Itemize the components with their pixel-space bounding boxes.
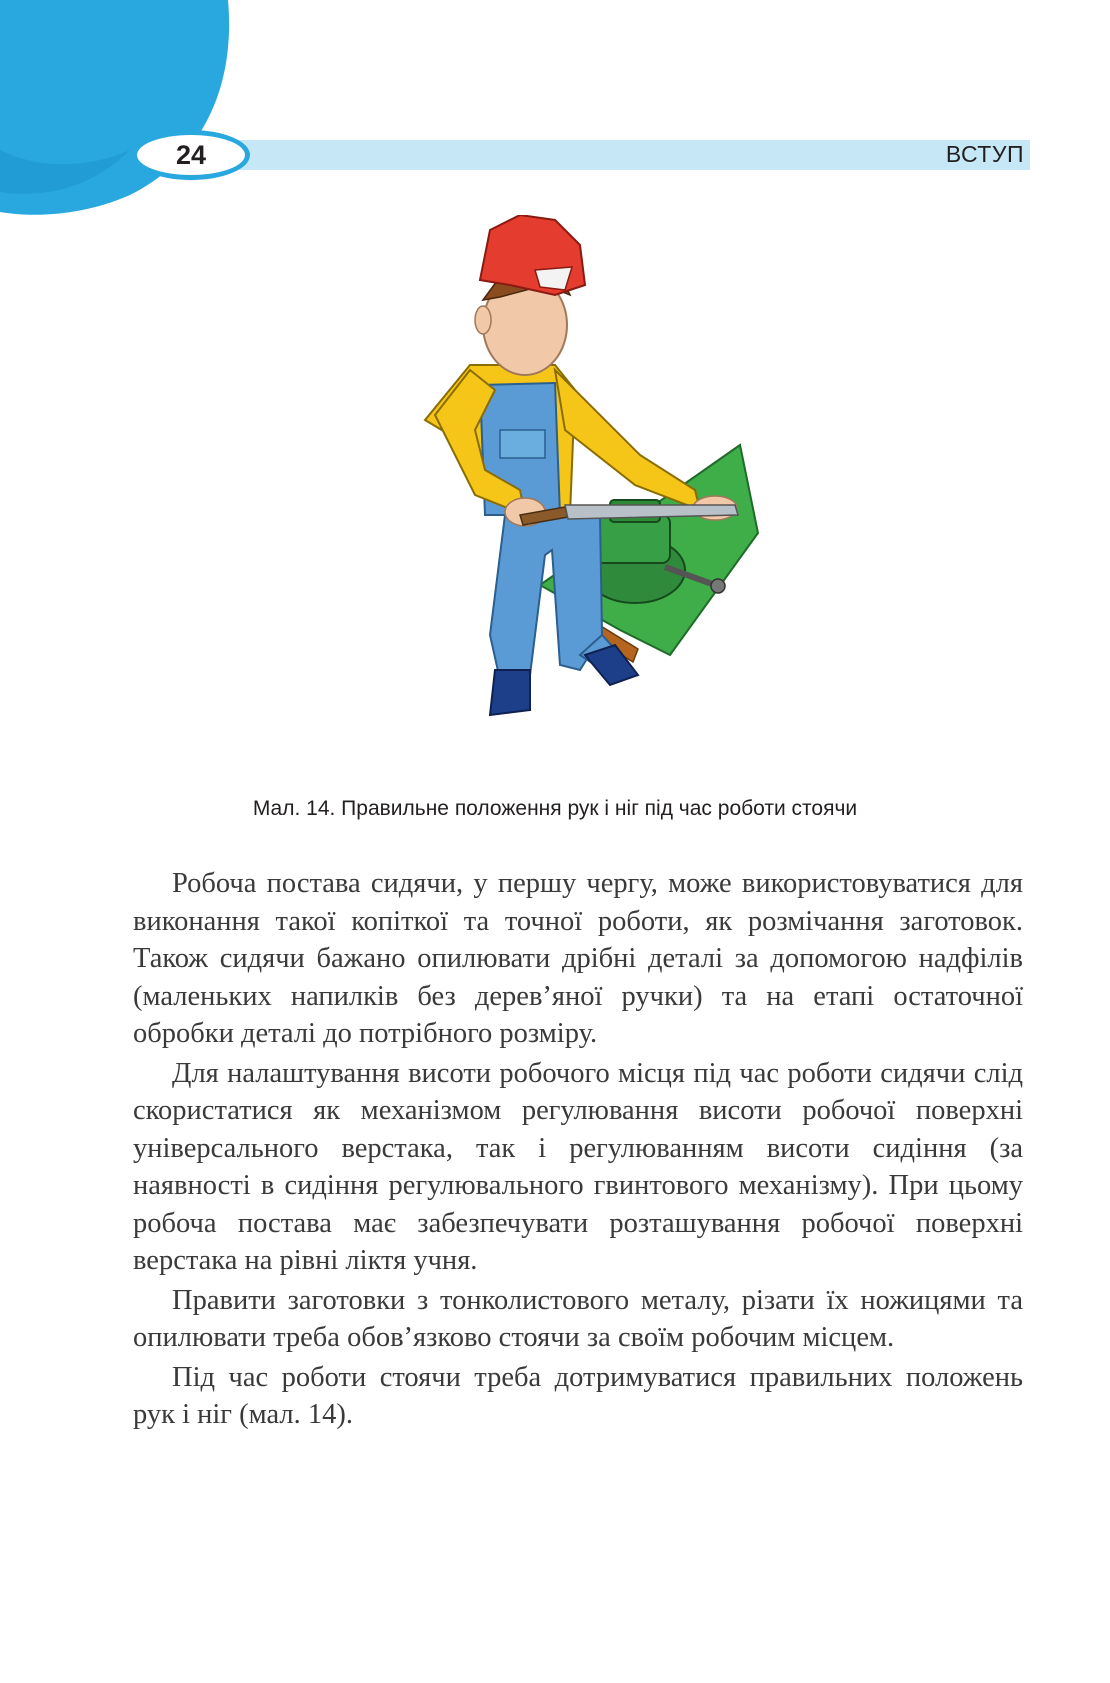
paragraph: Робоча постава сидячи, у першу чергу, може використовуватися для виконання такої копіткої та точної роботи, як розмічання заготовок. Також сидячи бажано опилювати дрібні деталі за допомогою надфілів (маленьких напилків без дерев’яної ручки) та на етапі остаточної обробки деталі до потрібного розміру. [133,868,1023,1049]
figure-caption: Мал. 14. Правильне положення рук і ніг під час роботи стоячи [252,797,858,820]
left-shoe [490,670,530,715]
figure-illustration [340,215,820,785]
corner-decoration [0,0,240,230]
paragraph: Для налаштування висоти робочого місця під час роботи сидячи слід скористатися як механізмом регулювання висоти робочої поверхні універсального верстака, так і регулюванням висоти сидіння (за наявності в сидіння регулювального гвинтового механізму). При цьому робоча постава має забезпечувати розташування робочої поверхні верстака на рівні ліктя учня. [133,1057,1023,1276]
header-band [180,140,1030,170]
paragraph: Під час роботи стоячи треба дотримуватися правильних положень рук і ніг (мал. 14). [133,1361,1023,1430]
red-cap [480,215,585,295]
page-number: 24 [132,130,250,180]
body-text [133,865,1023,1434]
paragraph: Правити заготовки з тонколистового металу, різати їх ножицями та опилювати треба обов’язково стоячи за своїм робочим місцем. [133,1284,1023,1353]
section-title: ВСТУП [945,141,1024,167]
